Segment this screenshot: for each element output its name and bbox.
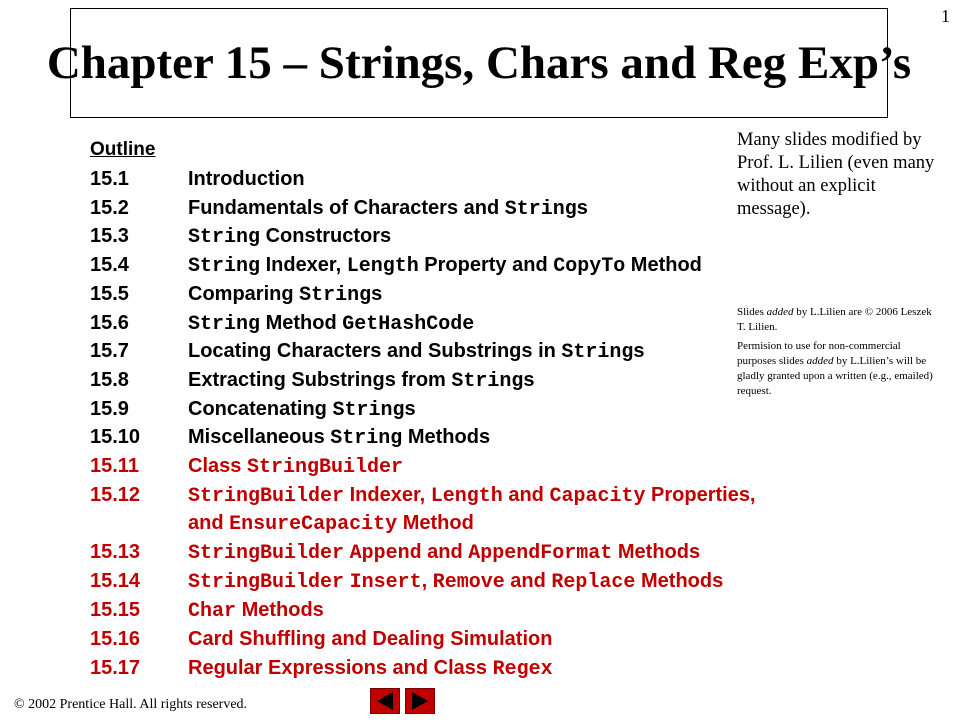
title-text: Properties, [645,484,756,506]
permission-note [737,339,942,399]
title-text: Method [397,512,474,534]
title-text: Methods [236,599,324,621]
title-text: Fundamentals of Characters and [188,197,505,219]
title-text: Regular Expressions and Class [188,657,493,679]
title-text: Introduction [188,168,305,190]
title-text: Methods [402,426,491,448]
title-text: Miscellaneous [188,426,331,448]
code-term: Length [430,485,503,508]
code-term: String [188,255,261,278]
code-term: String [188,313,261,336]
code-term: String [561,341,634,364]
outline-item-number: 15.11 [90,455,139,477]
outline-item-number: 15.7 [90,340,129,362]
outline-item-number: 15.12 [90,484,141,506]
permission-note-emph: added [806,355,834,367]
code-term: Insert [349,571,422,594]
outline-item-title [188,511,474,537]
outline-item-title [188,483,756,509]
outline-item-number: 15.13 [90,541,141,563]
title-text: Indexer, [344,484,431,506]
page-number: 1 [941,6,950,26]
outline-item-number: 15.10 [90,426,141,448]
title-text: Property and [418,254,554,276]
code-term: StringBuilder [188,485,345,508]
title-text: Methods [612,541,701,563]
title-text: and [421,541,469,563]
outline-item-number: 15.14 [90,570,141,592]
copyright-note-text-2: by L.Lilien are © 2006 Leszek T. Lilien. [737,306,932,333]
outline-item-title [188,282,382,308]
outline-item-title [188,196,588,222]
previous-slide-button[interactable] [370,688,400,714]
outline-heading: Outline [90,139,156,160]
left-triangle-icon [377,692,393,710]
title-text: Methods [635,570,724,592]
title-text: Method [260,312,343,334]
outline-item-number: 15.17 [90,657,141,679]
code-term: StringBuilder [188,571,345,594]
code-term: Capacity [549,485,646,508]
outline-item-title [188,454,403,480]
code-term: GetHashCode [342,313,475,336]
outline-item-number: 15.4 [90,254,129,276]
code-term: Length [346,255,419,278]
outline-item-title [188,397,416,423]
code-term: Remove [432,571,505,594]
code-term: StringBuilder [188,542,345,565]
title-text: and [188,512,230,534]
modification-note: Many slides modified by Prof. L. Lilien (even many without an explicit message). [737,130,935,219]
title-box [46,8,912,118]
outline-item-number: 15.6 [90,312,129,334]
title-text: s [371,283,383,305]
code-term: Char [188,600,237,623]
title-text: Extracting Substrings from [188,369,452,391]
outline-item-title [188,627,552,651]
code-term: String [188,226,261,249]
right-triangle-icon [412,692,428,710]
outline-item-title [188,167,305,191]
code-term: String [299,284,372,307]
title-text: and [502,484,550,506]
code-term: String [330,427,403,450]
code-term: CopyTo [553,255,626,278]
code-term: EnsureCapacity [229,513,398,536]
title-text: s [576,197,588,219]
permission-note-text-2: by L.Lilien’s will be gladly granted upon a written (e.g., emailed) request. [737,355,933,397]
outline-item-number: 15.15 [90,599,141,621]
title-text: s [633,340,645,362]
title-text: Class [188,455,247,477]
outline-item-number: 15.3 [90,225,129,247]
outline-item-title [188,311,474,337]
title-text: , [421,570,433,592]
title-text: Concatenating [188,398,333,420]
outline-item-number: 15.8 [90,369,129,391]
code-term: AppendFormat [468,542,613,565]
code-term: Regex [492,658,553,681]
title-text: Card Shuffling and Dealing Simulation [188,628,553,650]
code-term: Replace [551,571,636,594]
code-term: Append [349,542,422,565]
footer-copyright: © 2002 Prentice Hall. All rights reserved. [14,697,248,712]
title-text: Locating Characters and Substrings in [188,340,562,362]
code-term: StringBuilder [246,456,403,479]
title-text: Constructors [260,225,392,247]
outline-item-title [188,598,324,624]
outline-item-title [188,569,723,595]
title-text: Comparing [188,283,300,305]
copyright-note-emph: added [766,306,794,318]
outline-item-number: 15.16 [90,628,141,650]
code-term: String [332,399,405,422]
code-term: String [451,370,524,393]
outline-item-number: 15.9 [90,398,129,420]
code-term: String [504,198,577,221]
outline-item-title [188,540,700,566]
next-slide-button[interactable] [405,688,435,714]
slide-title: Chapter 15 – Strings, Chars and Reg Exp’s [46,37,912,89]
outline-item-title [188,368,535,394]
title-text: s [523,369,535,391]
permission-note-text-1: Permision to use for non-commercial purposes slides [737,340,901,367]
title-text: Method [625,254,702,276]
outline-item-number: 15.2 [90,197,129,219]
copyright-note [737,305,942,335]
outline-item-title [188,656,553,682]
outline-item-title [188,339,645,365]
outline-item-title [188,425,490,451]
outline-item-number: 15.1 [90,168,129,190]
outline-item-title [188,253,702,279]
copyright-note-text-1: Slides [737,306,767,318]
title-text: and [504,570,552,592]
title-text: s [404,398,416,420]
title-text: Indexer, [260,254,347,276]
outline-item-number: 15.5 [90,283,129,305]
outline-item-title [188,224,391,250]
